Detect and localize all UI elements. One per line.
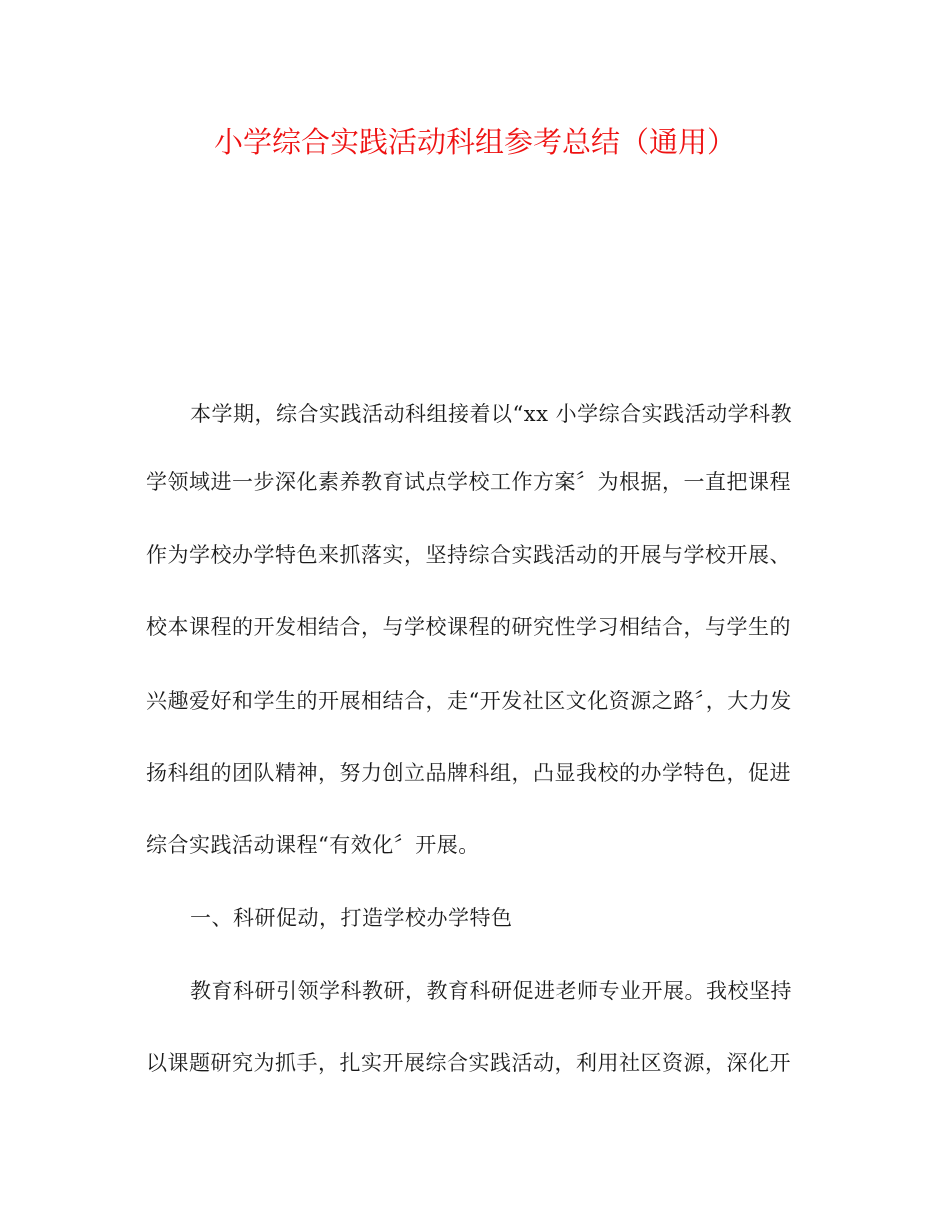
document-title: 小学综合实践活动科组参考总结（通用） bbox=[213, 125, 736, 159]
paragraph-line: 本学期，综合实践活动科组接着以“xx 小学综合实践活动学科教 bbox=[190, 402, 793, 426]
paragraph-line: 综合实践活动课程“有效化〞开展。 bbox=[146, 833, 480, 857]
paragraph-line: 校本课程的开发相结合，与学校课程的研究性学习相结合，与学生的 bbox=[146, 615, 791, 639]
paragraph-line: 教育科研引领学科教研，教育科研促进老师专业开展。我校坚持 bbox=[190, 979, 792, 1003]
section-heading: 一、科研促动，打造学校办学特色 bbox=[190, 906, 513, 930]
paragraph-line: 以课题研究为抓手，扎实开展综合实践活动，利用社区资源，深化开 bbox=[146, 1051, 791, 1075]
paragraph-line: 扬科组的团队精神，努力创立品牌科组，凸显我校的办学特色，促进 bbox=[146, 761, 791, 785]
paragraph-line: 作为学校办学特色来抓落实，坚持综合实践活动的开展与学校开展、 bbox=[146, 543, 791, 567]
paragraph-line: 兴趣爱好和学生的开展相结合，走“开发社区文化资源之路〞，大力发 bbox=[146, 689, 792, 713]
paragraph-line: 学领域进一步深化素养教育试点学校工作方案〞为根据，一直把课程 bbox=[146, 470, 791, 494]
